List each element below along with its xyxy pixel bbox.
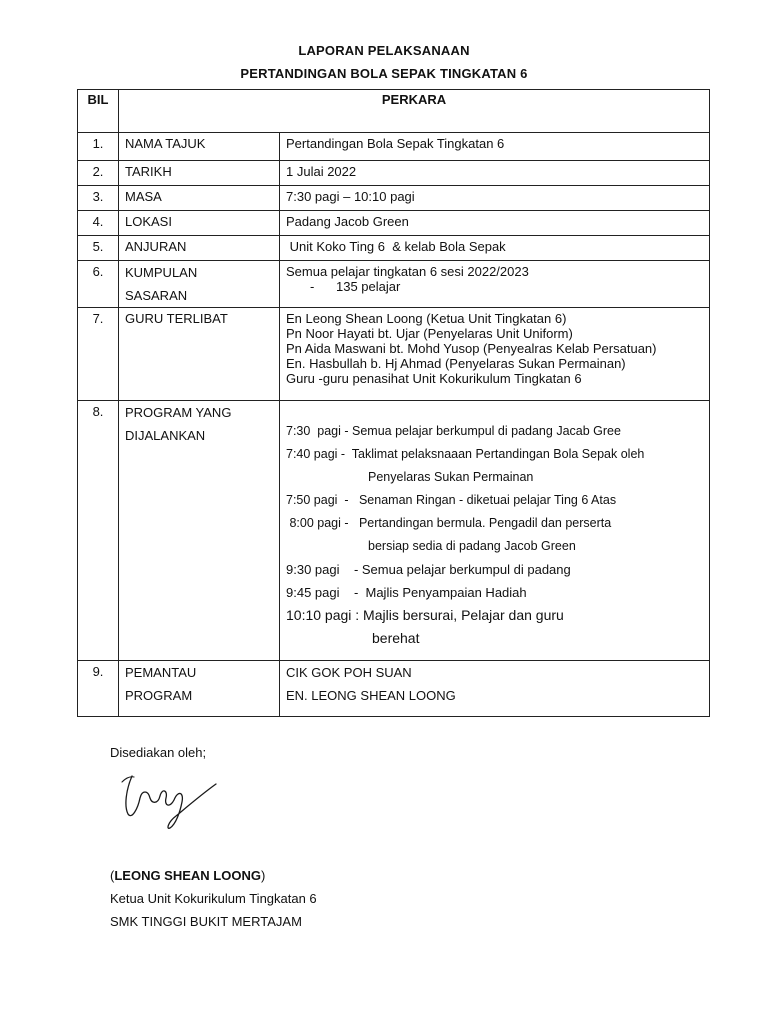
row-number: 6. [78,261,119,308]
report-table [77,89,710,717]
signature [118,768,228,833]
table-row [78,661,710,717]
row-number: 4. [78,211,119,236]
row-value: Padang Jacob Green [280,211,710,236]
teacher-line: En. Hasbullah b. Hj Ahmad (Penyelaras Sukan Permainan) [286,356,626,371]
signatory-name [110,868,265,883]
row-label-line: PROGRAM YANG [125,405,232,420]
row-label [119,661,280,717]
teacher-line: Pn Aida Maswani bt. Mohd Yusop (Penyealras Kelab Persatuan) [286,341,657,356]
table-row [78,401,710,661]
table-header-row [78,90,710,133]
row-value: Pertandingan Bola Sepak Tingkatan 6 [280,133,710,161]
row-value: 1 Julai 2022 [280,161,710,186]
row-label: TARIKH [119,161,280,186]
row-number: 7. [78,308,119,401]
schedule-item-continuation: Penyelaras Sukan Permainan [368,470,534,484]
table-row [78,161,710,186]
row-label: GURU TERLIBAT [119,308,280,401]
row-number: 8. [78,401,119,661]
row-label: ANJURAN [119,236,280,261]
row-label-line: KUMPULAN [125,265,198,280]
row-label: MASA [119,186,280,211]
header-bil: BIL [78,90,119,133]
row-label-line: PEMANTAU [125,665,197,680]
row-label-line: PROGRAM [125,688,193,703]
table-row [78,261,710,308]
row-number: 3. [78,186,119,211]
schedule-item: 9:45 pagi - Majlis Penyampaian Hadiah [286,585,527,600]
row-label [119,261,280,308]
table-row [78,211,710,236]
signatory-position: Ketua Unit Kokurikulum Tingkatan 6 [110,891,317,906]
teacher-line: Pn Noor Hayati bt. Ujar (Penyelaras Unit Uniform) [286,326,573,341]
schedule-item: 7:30 pagi - Semua pelajar berkumpul di padang Jacab Gree [286,424,621,438]
paren-close: ) [260,868,266,883]
row-number: 9. [78,661,119,717]
row-value [280,261,710,308]
schedule-item: 7:50 pagi - Senaman Ringan - diketuai pelajar Ting 6 Atas [286,493,617,507]
schedule-item: 8:00 pagi - Pertandingan bermula. Pengadil dan perserta [286,516,612,530]
signatory-name-text: LEONG SHEAN LOONG [114,868,261,883]
row-label-line: DIJALANKAN [125,428,206,443]
row-label: NAMA TAJUK [119,133,280,161]
row-value-line: - 135 pelajar [310,279,401,294]
report-title: LAPORAN PELAKSANAAN [298,43,470,58]
row-label: LOKASI [119,211,280,236]
program-schedule [280,401,710,661]
schedule-item: 9:30 pagi - Semua pelajar berkumpul di padang [286,562,571,577]
teacher-line: En Leong Shean Loong (Ketua Unit Tingkatan 6) [286,311,567,326]
row-value: Unit Koko Ting 6 & kelab Bola Sepak [280,236,710,261]
row-label [119,401,280,661]
prepared-by-label: Disediakan oleh; [110,745,207,760]
school-name: SMK TINGGI BUKIT MERTAJAM [110,914,302,929]
paren-open: ( [110,868,115,883]
schedule-item-continuation: berehat [372,630,420,646]
row-number: 1. [78,133,119,161]
row-label-line: SASARAN [125,288,188,303]
teacher-line: Guru -guru penasihat Unit Kokurikulum Tingkatan 6 [286,371,582,386]
row-value-line: EN. LEONG SHEAN LOONG [286,688,456,703]
table-row [78,133,710,161]
row-number: 2. [78,161,119,186]
row-value-line: Semua pelajar tingkatan 6 sesi 2022/2023 [286,264,529,279]
row-value: 7:30 pagi – 10:10 pagi [280,186,710,211]
schedule-item-continuation: bersiap sedia di padang Jacob Green [368,539,576,553]
row-number: 5. [78,236,119,261]
row-value-line: CIK GOK POH SUAN [286,665,412,680]
header-perkara: PERKARA [119,90,710,133]
report-subtitle: PERTANDINGAN BOLA SEPAK TINGKATAN 6 [240,66,528,81]
schedule-item: 7:40 pagi - Taklimat pelaksnaaan Pertandingan Bola Sepak oleh [286,447,645,461]
row-value [280,308,710,401]
table-row [78,236,710,261]
schedule-item: 10:10 pagi : Majlis bersurai, Pelajar dan guru [286,607,564,623]
row-value [280,661,710,717]
table-row [78,308,710,401]
table-row [78,186,710,211]
